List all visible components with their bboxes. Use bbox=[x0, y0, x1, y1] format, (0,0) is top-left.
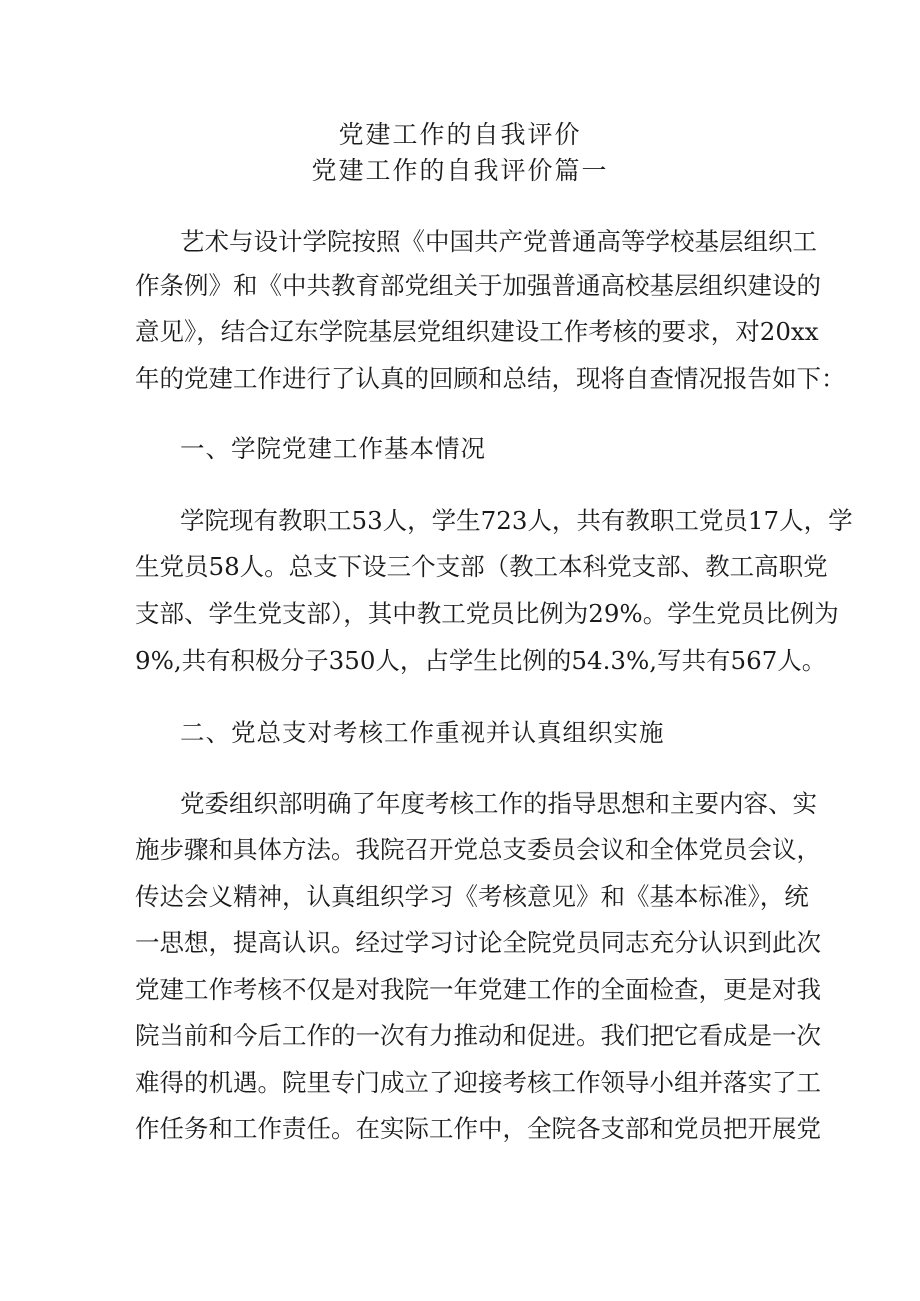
paragraph-3-line-6: 院当前和今后工作的一次有力推动和促进。我们把它看成是一次 bbox=[135, 1021, 821, 1050]
section-heading-2: 二、党总支对考核工作重视并认真组织实施 bbox=[180, 718, 665, 747]
paragraph-2-line-1: 学院现有教职工53人，学生723人，共有教职工党员17人，学 bbox=[180, 506, 853, 535]
paragraph-1-line-1: 艺术与设计学院按照《中国共产党普通高等学校基层组织工 bbox=[180, 227, 817, 256]
paragraph-3-line-2: 施步骤和具体方法。我院召开党总支委员会议和全体党员会议， bbox=[135, 835, 821, 864]
paragraph-1-line-4: 年的党建工作进行了认真的回顾和总结，现将自查情况报告如下： bbox=[135, 364, 846, 393]
paragraph-3-line-3: 传达会义精神，认真组织学习《考核意见》和《基本标准》，统 bbox=[135, 882, 809, 911]
paragraph-3-line-8: 作任务和工作责任。在实际工作中，全院各支部和党员把开展党 bbox=[135, 1114, 821, 1143]
paragraph-3-line-7: 难得的机遇。院里专门成立了迎接考核工作领导小组并落实了工 bbox=[135, 1068, 821, 1097]
paragraph-2-line-3: 支部、学生党支部），其中教工党员比例为29%。学生党员比例为 bbox=[135, 599, 839, 628]
paragraph-2-line-4: 9%,共有积极分子350人，占学生比例的54.3%,写共有567人。 bbox=[135, 646, 827, 675]
paragraph-1-line-3: 意见》，结合辽东学院基层党组织建设工作考核的要求，对20xx bbox=[135, 317, 819, 346]
paragraph-1-line-2: 作条例》和《中共教育部党组关于加强普通高校基层组织建设的 bbox=[135, 271, 821, 300]
paragraph-2-line-2: 生党员58人。总支下设三个支部（教工本科党支部、教工高职党 bbox=[135, 552, 828, 581]
paragraph-3-line-1: 党委组织部明确了年度考核工作的指导思想和主要内容、实 bbox=[180, 789, 817, 818]
section-heading-1: 一、学院党建工作基本情况 bbox=[180, 434, 486, 463]
paragraph-3-line-5: 党建工作考核不仅是对我院一年党建工作的全面检查，更是对我 bbox=[135, 975, 821, 1004]
document-title: 党建工作的自我评价 bbox=[338, 120, 582, 149]
document-subtitle: 党建工作的自我评价篇一 bbox=[311, 156, 609, 185]
paragraph-3-line-4: 一思想，提高认识。经过学习讨论全院党员同志充分认识到此次 bbox=[135, 928, 821, 957]
